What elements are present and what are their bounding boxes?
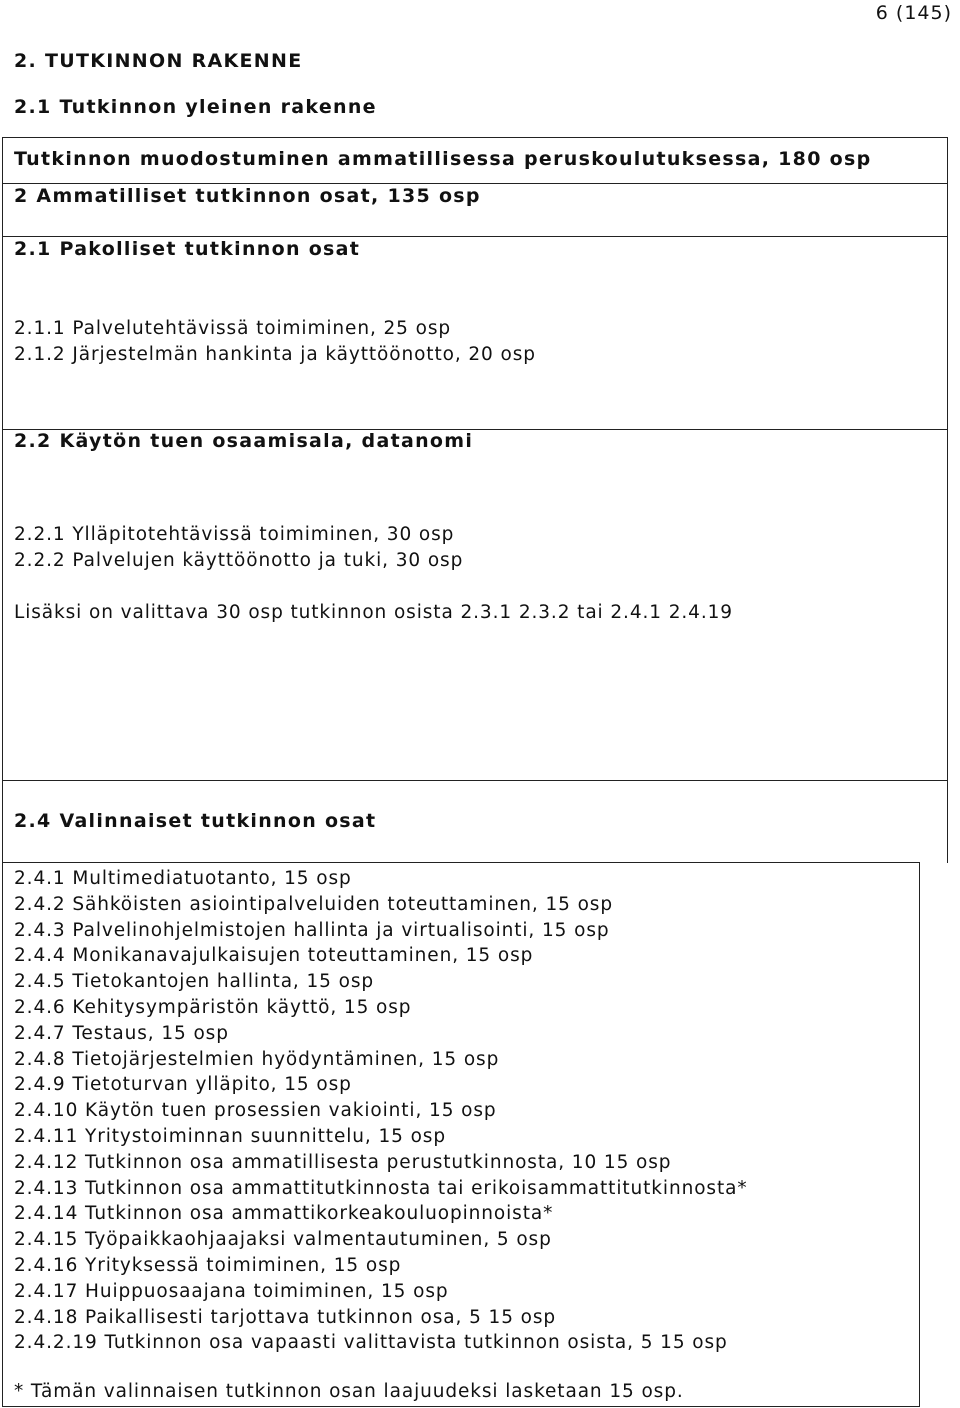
mandatory-title: 2.1 Pakolliset tutkinnon osat <box>14 238 361 260</box>
list-item: 2.4.2 Sähköisten asiointipalveluiden toteuttaminen, 15 osp <box>14 893 613 915</box>
area-note: Lisäksi on valittava 30 osp tutkinnon osista 2.3.1 2.3.2 tai 2.4.1 2.4.19 <box>14 602 733 623</box>
list-item: 2.4.1 Multimediatuotanto, 15 osp <box>14 868 352 889</box>
optional-title: 2.4 Valinnaiset tutkinnon osat <box>14 810 377 832</box>
list-item: 2.4.12 Tutkinnon osa ammatillisesta perustutkinnosta, 10 15 osp <box>14 1151 672 1173</box>
list-item: 2.4.14 Tutkinnon osa ammattikorkeakouluopinnoista* <box>14 1203 554 1225</box>
list-item: 2.4.16 Yrityksessä toimiminen, 15 osp <box>14 1254 402 1276</box>
page-number: 6 (145) <box>875 2 952 24</box>
table-title: Tutkinnon muodostuminen ammatillisessa peruskoulutuksessa, 180 osp <box>14 148 872 170</box>
list-item: 2.4.11 Yritystoiminnan suunnittelu, 15 osp <box>14 1125 446 1147</box>
area-item: 2.2.1 Ylläpitotehtävissä toimiminen, 30 osp <box>14 524 455 545</box>
list-item: 2.4.10 Käytön tuen prosessien vakiointi, 15 osp <box>14 1100 497 1122</box>
list-item: 2.4.2.19 Tutkinnon osa vapaasti valittavista tutkinnon osista, 5 15 osp <box>14 1332 728 1354</box>
list-item: 2.4.8 Tietojärjestelmien hyödyntäminen, 15 osp <box>14 1048 500 1070</box>
list-item: 2.4.7 Testaus, 15 osp <box>14 1022 229 1044</box>
list-item: 2.4.13 Tutkinnon osa ammattitutkinnosta tai erikoisammattitutkinnosta* <box>14 1177 748 1199</box>
area-item: 2.2.2 Palvelujen käyttöönotto ja tuki, 30 osp <box>14 550 464 571</box>
optional-items-list <box>14 866 748 1356</box>
list-item: 2.4.18 Paikallisesti tarjottava tutkinnon osa, 5 15 osp <box>14 1306 557 1328</box>
list-item: 2.4.5 Tietokantojen hallinta, 15 osp <box>14 971 375 993</box>
list-item: 2.4.4 Monikanavajulkaisujen toteuttaminen, 15 osp <box>14 945 534 967</box>
list-item: 2.4.17 Huippuosaajana toimiminen, 15 osp <box>14 1280 449 1302</box>
mandatory-item: 2.1.1 Palvelutehtävissä toimiminen, 25 osp <box>14 318 452 339</box>
list-item: 2.4.6 Kehitysympäristön käyttö, 15 osp <box>14 996 412 1018</box>
footnote: * Tämän valinnaisen tutkinnon osan laajuudeksi lasketaan 15 osp. <box>14 1381 684 1402</box>
list-item: 2.4.3 Palvelinohjelmistojen hallinta ja virtualisointi, 15 osp <box>14 919 610 941</box>
list-item: 2.4.15 Työpaikkaohjaajaksi valmentautuminen, 5 osp <box>14 1229 552 1251</box>
list-item: 2.4.9 Tietoturvan ylläpito, 15 osp <box>14 1074 352 1096</box>
section-heading: 2.1 Tutkinnon yleinen rakenne <box>14 96 377 118</box>
area-title: 2.2 Käytön tuen osaamisala, datanomi <box>14 430 474 452</box>
mandatory-item: 2.1.2 Järjestelmän hankinta ja käyttöönotto, 20 osp <box>14 344 536 365</box>
chapter-heading: 2. TUTKINNON RAKENNE <box>14 50 303 72</box>
table-section-title: 2 Ammatilliset tutkinnon osat, 135 osp <box>14 185 481 207</box>
